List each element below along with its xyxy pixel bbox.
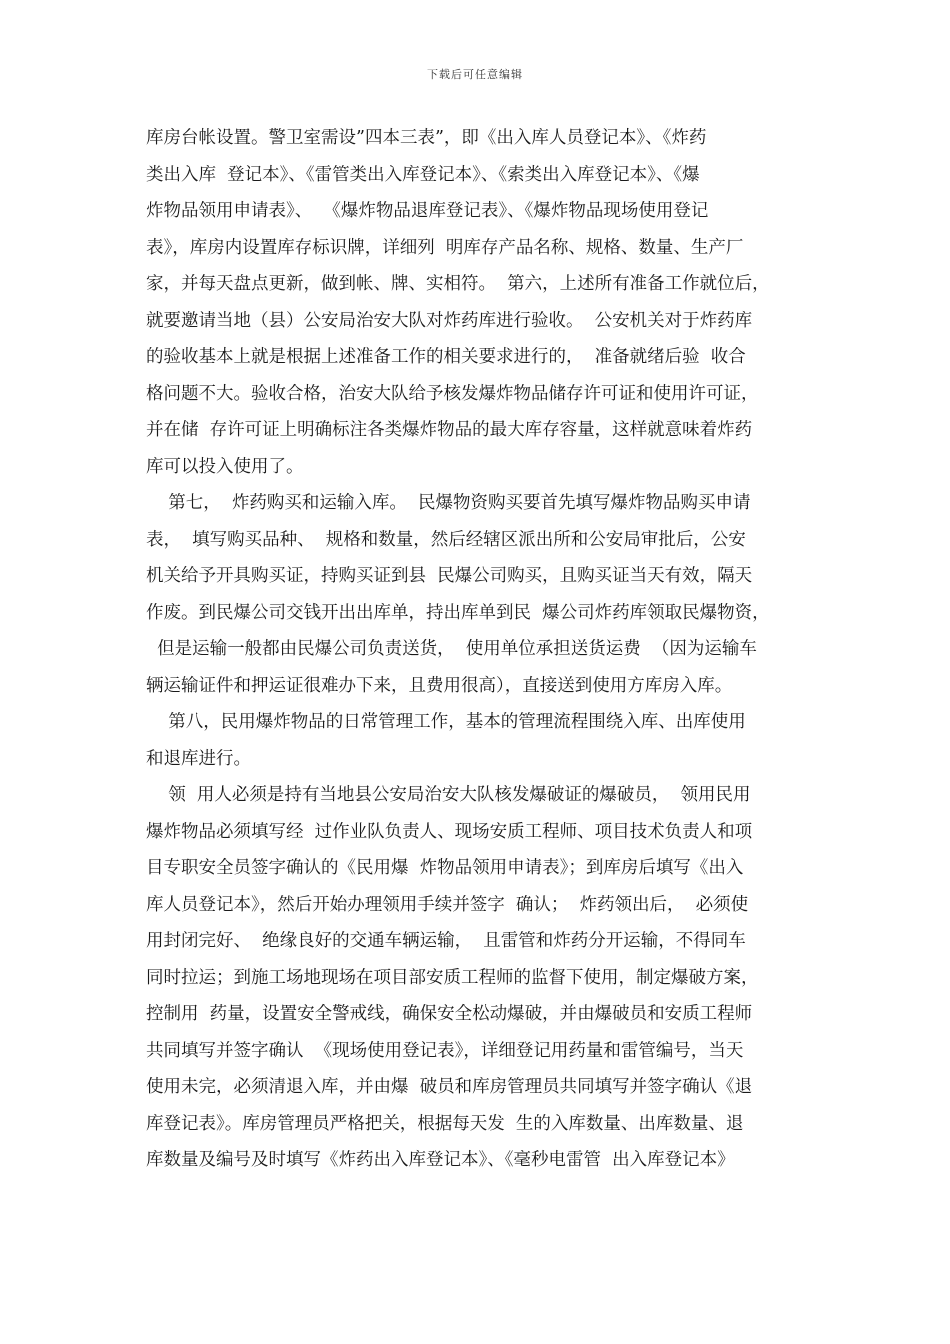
text-line: 机关给予开具购买证，持购买证到县 民爆公司购买，且购买证当天有效，隔天	[146, 566, 753, 586]
text-line: 同时拉运；到施工场地现场在项目部安质工程师的监督下使用，制定爆破方案，	[146, 967, 759, 988]
text-line: 辆运输证件和押运证很难办下来，且费用很高），直接送到使用方库房入库。	[146, 675, 733, 696]
text-line: 表， 填写购买品种、 规格和数量，然后经辖区派出所和公安局审批后，公安	[146, 529, 746, 550]
text-line: 就要邀请当地（县）公安局治安大队对炸药库进行验收。 公安机关对于炸药库	[146, 310, 753, 331]
text-line: 共同填写并签字确认 《现场使用登记表》，详细登记用药量和雷管编号，当天	[146, 1040, 744, 1061]
text-line: 第八，民用爆炸物品的日常管理工作，基本的管理流程围绕入库、出库使用	[146, 712, 746, 732]
text-line: 作废。到民爆公司交钱开出出库单，持出库单到民 爆公司炸药库领取民爆物资，	[146, 602, 770, 623]
text-line: 库房台帐设置。警卫室需设”四本三表”，即《出入库人员登记本》、《炸药	[146, 128, 707, 148]
text-line: 并在储 存许可证上明确标注各类爆炸物品的最大库存容量，这样就意味着炸药	[146, 420, 753, 440]
text-line: 目专职安全员签字确认的《民用爆 炸物品领用申请表》；到库房后填写《出入	[146, 858, 744, 878]
text-line: 领 用人必须是持有当地县公安局治安大队核发爆破证的爆破员， 领用民用	[146, 785, 751, 805]
text-line: 但是运输一般都由民爆公司负责送货， 使用单位承担送货运费 （因为运输车	[146, 639, 757, 659]
text-line: 库登记表》。库房管理员严格把关，根据每天发 生的入库数量、出库数量、退	[146, 1113, 744, 1134]
page-header-note: 下载后可任意编辑	[427, 68, 523, 81]
text-line: 使用未完，必须清退入库，并由爆 破员和库房管理员共同填写并签字确认《退	[146, 1077, 753, 1097]
text-line: 用封闭完好、 绝缘良好的交通车辆运输， 且雷管和炸药分开运输，不得同车	[146, 931, 746, 951]
text-line: 库数量及编号及时填写《炸药出入库登记本》、《毫秒电雷管 出入库登记本》	[146, 1150, 735, 1170]
text-line: 的验收基本上就是根据上述准备工作的相关要求进行的， 准备就绪后验 收合	[146, 347, 746, 367]
text-line: 表》，库房内设置库存标识牌，详细列 明库存产品名称、规格、数量、生产厂	[146, 237, 744, 258]
document-body	[146, 120, 826, 1179]
text-line: 第七， 炸药购买和运输入库。 民爆物资购买要首先填写爆炸物品购买申请	[146, 493, 751, 513]
text-line: 和退库进行。	[146, 748, 251, 769]
text-line: 类出入库 登记本》、《雷管类出入库登记本》、《索类出入库登记本》、《爆	[146, 164, 700, 185]
text-line: 家，并每天盘点更新，做到帐、牌、实相符。 第六，上述所有准备工作就位后，	[146, 274, 770, 294]
text-line: 控制用 药量，设置安全警戒线，确保安全松动爆破，并由爆破员和安质工程师	[146, 1004, 753, 1024]
text-line: 炸物品领用申请表》、 《爆炸物品退库登记表》、《爆炸物品现场使用登记	[146, 201, 709, 221]
text-line: 库可以投入使用了。	[146, 456, 304, 477]
text-line: 格问题不大。验收合格，治安大队给予核发爆炸物品储存许可证和使用许可证，	[146, 383, 759, 404]
text-line: 库人员登记本》，然后开始办理领用手续并签字 确认； 炸药领出后， 必须使	[146, 894, 749, 915]
text-line: 爆炸物品必须填写经 过作业队负责人、现场安质工程师、项目技术负责人和项	[146, 821, 753, 842]
